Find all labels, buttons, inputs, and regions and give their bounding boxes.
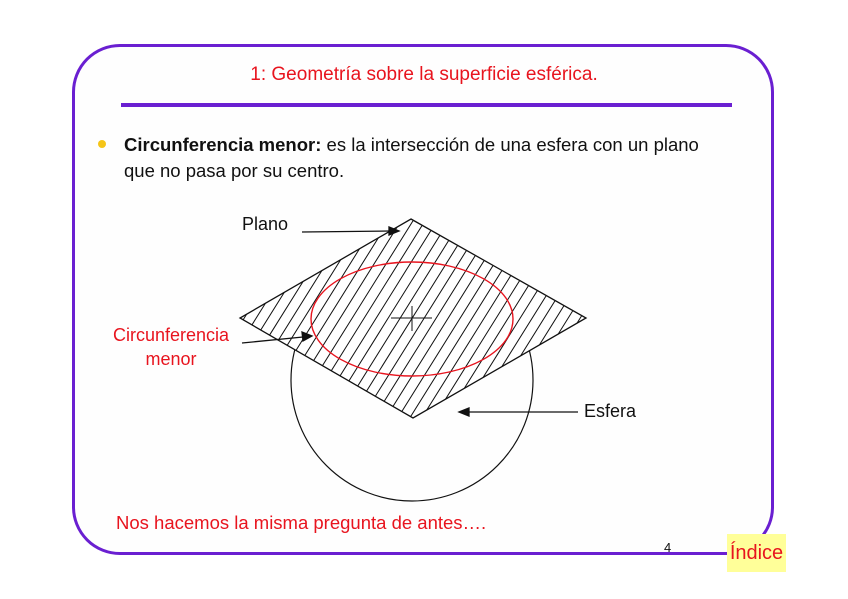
hatch-line: [72, 200, 222, 440]
bullet-line2: que no pasa por su centro.: [124, 160, 345, 181]
label-small-circle: [104, 323, 238, 371]
index-button[interactable]: Índice: [727, 534, 786, 572]
bullet-term: Circunferencia menor:: [124, 134, 322, 155]
hatch-line: [24, 200, 174, 440]
slide-title: 1: Geometría sobre la superficie esférica.: [250, 64, 598, 85]
label-small-circle-line1: Circunferencia: [112, 325, 230, 345]
hatch-line: [12, 200, 162, 440]
page-number: 4: [664, 540, 672, 555]
hatch-line: [60, 200, 210, 440]
hatch-line: [48, 200, 198, 440]
hatch-line: [84, 200, 234, 440]
label-plane: Plano: [242, 214, 289, 234]
hatch-line: [0, 200, 150, 440]
footer-question: Nos hacemos la misma pregunta de antes….: [116, 512, 487, 533]
plane-arrow: [302, 231, 390, 232]
hatch-line: [36, 200, 186, 440]
hatch-line: [96, 200, 246, 440]
bullet-line1: es la intersección de una esfera con un plano: [321, 134, 699, 155]
label-sphere: Esfera: [584, 401, 637, 421]
label-small-circle-line2: menor: [145, 349, 197, 369]
hatch-line: [108, 200, 258, 440]
